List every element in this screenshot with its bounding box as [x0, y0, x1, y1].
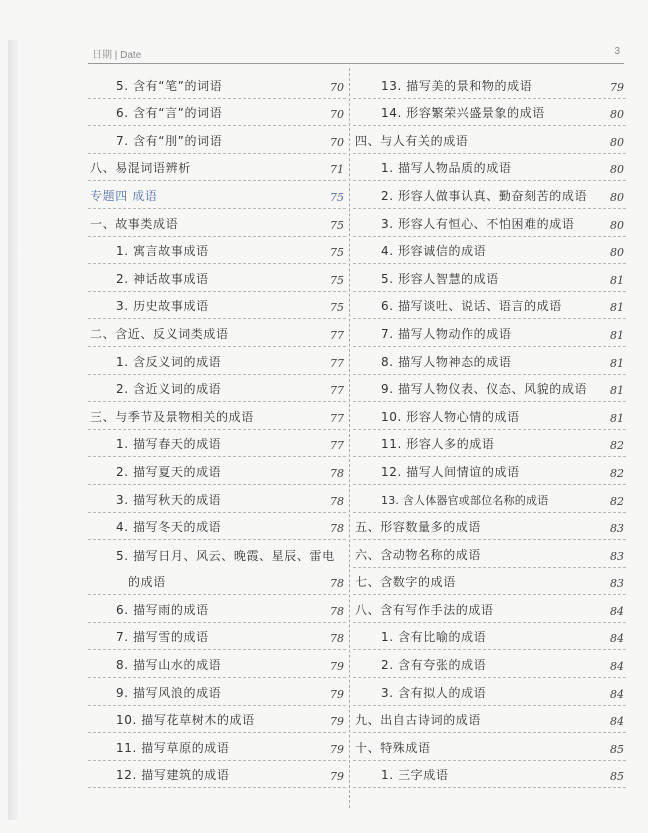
toc-entry-title: 3. 描写秋天的成语: [116, 492, 222, 507]
toc-entry-page: 79: [330, 660, 344, 674]
toc-entry: [88, 733, 346, 761]
column-divider: [349, 68, 350, 808]
toc-entry-page: 78: [330, 577, 344, 591]
toc-entry-page: 79: [330, 715, 344, 729]
toc-entry-page: 79: [610, 80, 624, 94]
toc-entry: [353, 733, 626, 761]
toc-entry-title: 1. 寓言故事成语: [116, 244, 209, 259]
toc-entry-page: 81: [610, 411, 624, 425]
toc-entry-page: 78: [330, 494, 344, 508]
toc-entry-title: 5. 形容人智慧的成语: [381, 271, 499, 286]
toc-entry-title: 1. 描写春天的成语: [116, 437, 222, 452]
toc-entry-page: 75: [330, 190, 344, 204]
toc-entry: [88, 513, 346, 541]
toc-entry-page: 77: [330, 356, 344, 370]
toc-entry-page: 77: [330, 439, 344, 453]
toc-entry: [88, 71, 346, 99]
toc-entry-page: 84: [610, 715, 624, 729]
toc-entry-page: 80: [610, 163, 624, 177]
toc-entry-title: 1. 含有比喻的成语: [381, 630, 487, 645]
toc-entry-title: 1. 描写人物品质的成语: [381, 161, 512, 176]
toc-entry: [353, 595, 626, 623]
toc-entry-title: 6. 含有“言”的词语: [116, 106, 223, 121]
toc-entry-title: 7. 含有“刖”的词语: [116, 133, 223, 148]
toc-entry-title: 10. 描写花草树木的成语: [116, 713, 255, 728]
toc-entry: [353, 375, 626, 403]
toc-entry: [88, 292, 346, 320]
toc-entry-page: 75: [330, 273, 344, 287]
toc-entry: [353, 650, 626, 678]
toc-entry-page: 78: [330, 466, 344, 480]
toc-entry-title: 2. 含近义词的成语: [116, 382, 222, 397]
toc-entry: [88, 154, 346, 182]
toc-entry-title: 8. 描写山水的成语: [116, 658, 222, 673]
toc-entry-page: 77: [330, 328, 344, 342]
toc-entry-page: 70: [330, 80, 344, 94]
toc-entry-title: 七、含数字的成语: [355, 575, 456, 590]
toc-entry-title: 9. 描写风浪的成语: [116, 685, 222, 700]
toc-entry: [88, 209, 346, 237]
toc-entry-title: 4. 描写冬天的成语: [116, 520, 222, 535]
toc-entry-title: 2. 含有夸张的成语: [381, 658, 487, 673]
toc-entry-title: 5. 含有“笔”的词语: [116, 78, 223, 93]
toc-entry: [353, 126, 626, 154]
toc-entry-title: 三、与季节及景物相关的成语: [90, 409, 254, 424]
toc-entry-title: 2. 神话故事成语: [116, 271, 209, 286]
toc-entry-title: 5. 描写日月、风云、晚霞、星辰、雷电: [116, 548, 335, 563]
toc-entry: [353, 71, 626, 99]
toc-entry: [88, 650, 346, 678]
binding-shadow: [8, 40, 18, 820]
toc-entry-title: 3. 历史故事成语: [116, 299, 209, 314]
toc-entry-title: 的成语: [128, 575, 166, 590]
toc-entry-title: 八、易混词语辨析: [90, 161, 191, 176]
toc-right-column: [353, 71, 626, 788]
toc-entry-page: 70: [330, 108, 344, 122]
toc-entry: [88, 761, 346, 789]
toc-entry: [88, 181, 346, 209]
toc-entry-page: 79: [330, 770, 344, 784]
toc-entry-page: 81: [610, 356, 624, 370]
toc-entry: [88, 237, 346, 265]
toc-entry: [88, 319, 346, 347]
toc-entry: [353, 623, 626, 651]
toc-entry-title: 2. 描写夏天的成语: [116, 464, 222, 479]
toc-entry-page: 83: [610, 549, 624, 563]
toc-entry: [353, 706, 626, 734]
toc-entry-page: 75: [330, 301, 344, 315]
toc-entry-page: 81: [610, 301, 624, 315]
toc-entry-page: 84: [610, 604, 624, 618]
date-label: 日期 | Date: [92, 50, 142, 61]
toc-entry: [353, 319, 626, 347]
toc-entry-page: 78: [330, 632, 344, 646]
toc-entry-page: 84: [610, 687, 624, 701]
toc-entry: [353, 347, 626, 375]
toc-entry: [88, 595, 346, 623]
toc-entry: [88, 347, 346, 375]
toc-entry-title: 13. 含人体器官或部位名称的成语: [381, 493, 549, 507]
toc-entry-page: 83: [610, 522, 624, 536]
toc-entry-title: 1. 三字成语: [381, 768, 449, 783]
page-number: 3: [614, 46, 620, 57]
toc-entry-page: 81: [610, 384, 624, 398]
toc-entry-title: 二、含近、反义词类成语: [90, 326, 229, 341]
toc-entry-title: 四、与人有关的成语: [355, 133, 469, 148]
toc-entry-title: 九、出自古诗词的成语: [355, 713, 482, 728]
toc-entry-title: 五、形容数量多的成语: [355, 520, 482, 535]
toc-entry-title: 专题四 成语: [90, 188, 158, 203]
toc-entry: [353, 678, 626, 706]
toc-entry: [88, 99, 346, 127]
toc-entry: [88, 540, 346, 568]
toc-entry-page: 75: [330, 218, 344, 232]
toc-entry: [88, 706, 346, 734]
toc-entry: [353, 99, 626, 127]
toc-entry: [88, 375, 346, 403]
toc-entry: [353, 264, 626, 292]
toc-entry: [88, 430, 346, 458]
toc-entry-title: 14. 形容繁荣兴盛景象的成语: [381, 106, 545, 121]
toc-entry-title: 13. 描写美的景和物的成语: [381, 78, 533, 93]
toc-entry-page: 80: [610, 108, 624, 122]
toc-entry-title: 6. 描写谈吐、说话、语言的成语: [381, 299, 562, 314]
toc-entry-title: 六、含动物名称的成语: [355, 547, 482, 562]
toc-entry: [353, 761, 626, 789]
toc-entry-title: 10. 形容人物心情的成语: [381, 409, 520, 424]
toc-entry: [88, 568, 346, 596]
toc-entry-page: 85: [610, 742, 624, 756]
toc-entry: [353, 540, 626, 568]
toc-entry-title: 十、特殊成语: [355, 740, 431, 755]
toc-entry-title: 1. 含反义词的成语: [116, 354, 222, 369]
toc-entry-page: 78: [330, 522, 344, 536]
toc-entry-page: 79: [330, 687, 344, 701]
toc-entry-title: 7. 描写雪的成语: [116, 630, 209, 645]
toc-entry-page: 80: [610, 218, 624, 232]
toc-entry-title: 八、含有写作手法的成语: [355, 602, 494, 617]
toc-entry: [88, 678, 346, 706]
toc-entry-page: 80: [610, 246, 624, 260]
toc-entry-page: 79: [330, 742, 344, 756]
toc-entry-title: 11. 描写草原的成语: [116, 740, 230, 755]
toc-entry: [353, 513, 626, 541]
toc-entry-title: 3. 形容人有恒心、不怕困难的成语: [381, 216, 575, 231]
toc-entry-page: 82: [610, 494, 624, 508]
toc-entry: [353, 181, 626, 209]
toc-entry-title: 3. 含有拟人的成语: [381, 685, 487, 700]
toc-entry-title: 12. 描写人间情谊的成语: [381, 464, 520, 479]
toc-entry: [353, 237, 626, 265]
toc-entry-page: 71: [330, 163, 344, 177]
header-rule: [88, 63, 624, 64]
toc-entry-title: 6. 描写雨的成语: [116, 602, 209, 617]
toc-entry-title: 12. 描写建筑的成语: [116, 768, 230, 783]
toc-entry-page: 83: [610, 577, 624, 591]
toc-entry: [88, 126, 346, 154]
toc-entry: [353, 292, 626, 320]
toc-entry-title: 9. 描写人物仪表、仪态、风貌的成语: [381, 382, 588, 397]
toc-entry: [353, 568, 626, 596]
toc-entry: [353, 209, 626, 237]
toc-entry-title: 4. 形容诚信的成语: [381, 244, 487, 259]
toc-entry-page: 81: [610, 273, 624, 287]
toc-entry: [88, 623, 346, 651]
toc-entry-page: 80: [610, 190, 624, 204]
toc-entry: [353, 430, 626, 458]
toc-entry: [353, 457, 626, 485]
toc-entry: [88, 485, 346, 513]
toc-entry-page: 85: [610, 770, 624, 784]
toc-entry: [88, 264, 346, 292]
toc-entry-page: 84: [610, 660, 624, 674]
toc-entry-page: 81: [610, 328, 624, 342]
toc-entry-page: 80: [610, 135, 624, 149]
toc-entry: [88, 457, 346, 485]
toc-entry-page: 84: [610, 632, 624, 646]
toc-entry-title: 2. 形容人做事认真、勤奋刻苦的成语: [381, 188, 588, 203]
toc-entry-page: 70: [330, 135, 344, 149]
toc-entry: [353, 154, 626, 182]
toc-entry-title: 8. 描写人物神态的成语: [381, 354, 512, 369]
toc-entry-title: 11. 形容人多的成语: [381, 437, 495, 452]
toc-entry: [353, 402, 626, 430]
toc-entry-title: 7. 描写人物动作的成语: [381, 326, 512, 341]
toc-entry-page: 77: [330, 384, 344, 398]
toc-entry-page: 82: [610, 439, 624, 453]
toc-entry-page: 77: [330, 411, 344, 425]
toc-entry: [88, 402, 346, 430]
toc-entry-page: 75: [330, 246, 344, 260]
toc-entry-page: 82: [610, 466, 624, 480]
toc-entry-page: 78: [330, 604, 344, 618]
toc-entry-title: 一、故事类成语: [90, 216, 179, 231]
toc-left-column: [88, 71, 346, 788]
toc-entry: [353, 485, 626, 513]
